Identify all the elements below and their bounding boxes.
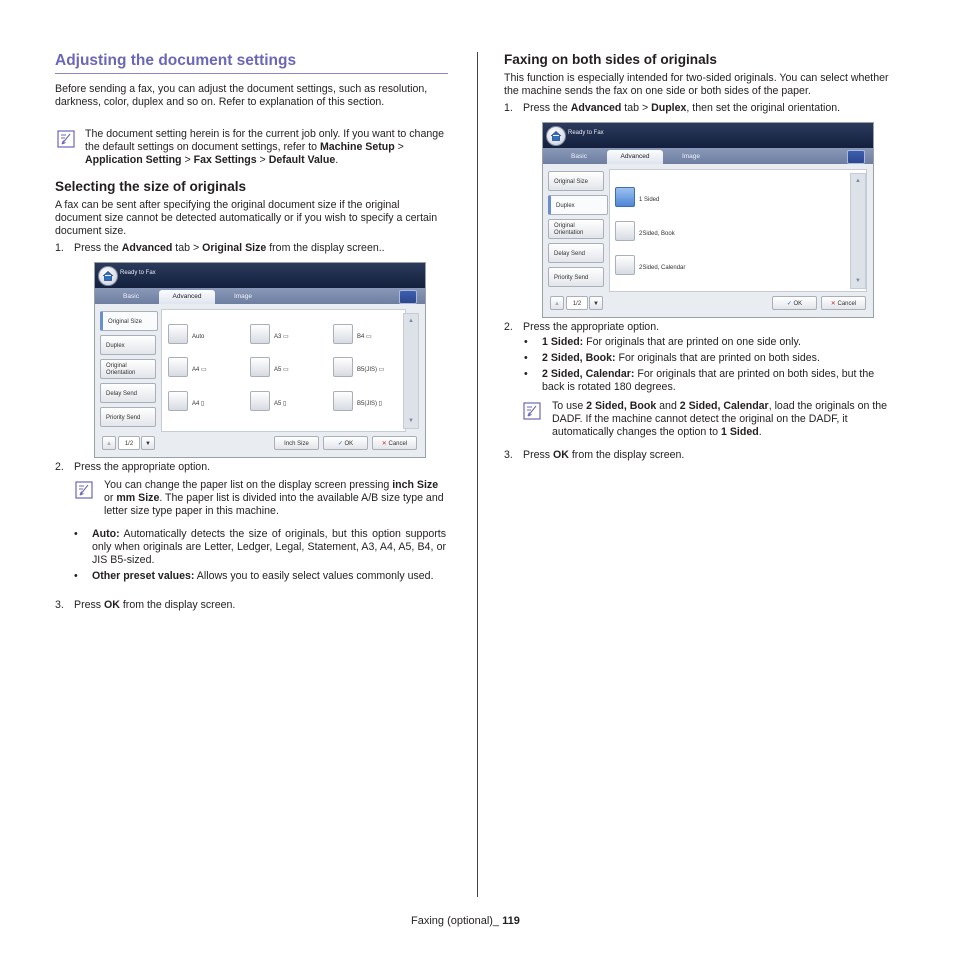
title-rule: [55, 73, 448, 74]
right-section-title: Faxing on both sides of originals: [504, 52, 717, 67]
home-icon: [550, 130, 562, 142]
tab-advanced[interactable]: Advanced: [159, 290, 215, 304]
intro-paragraph: Before sending a fax, you can adjust the document settings, such as resolution, darkness, color, duplex and so on. Refer to explanation of this section.: [55, 83, 428, 109]
page-up-button[interactable]: ▲: [102, 436, 116, 450]
note-default-settings: The document setting herein is for the current job only. If you want to change the default settings on document settings, refer to Machine Setup > Application Setting > Fax Settings > Default Value.: [85, 128, 445, 167]
subsection-title: Selecting the size of originals: [55, 179, 247, 194]
right-step-2: 2. Press the appropriate option.: [504, 321, 660, 333]
page-indicator: 1/2: [118, 436, 140, 450]
step-1: 1. Press the Advanced tab > Original Size from the display screen..: [55, 242, 385, 254]
ok-label: OK: [344, 441, 354, 447]
page-down-button[interactable]: ▼: [141, 436, 155, 450]
note-icon: [57, 130, 75, 148]
ok-label: OK: [793, 301, 803, 307]
status-text: Ready to Fax: [120, 270, 156, 276]
subsection-intro: A fax can be sent after specifying the original document size if the original document size cannot be detected automatically or if you wish to specify a certain document size.: [55, 199, 438, 238]
note-paper-list: You can change the paper list on the display screen pressing inch Size or mm Size. The paper list is divided into the available A/B size type and letter size type paper in this machine.: [104, 479, 444, 518]
scroll-up-icon[interactable]: ▲: [408, 318, 414, 324]
option-label: B4 ▭: [357, 334, 372, 340]
bullet-2-sided-calendar: • 2 Sided, Calendar: For originals that are printed on both sides, but the back is rotated 180 degrees.: [542, 368, 897, 394]
option-label: B5(JIS) ▭: [357, 367, 385, 373]
scrollbar[interactable]: [850, 173, 866, 289]
option-b5-landscape[interactable]: [333, 357, 353, 377]
side-original-orientation[interactable]: Original Orientation: [548, 219, 604, 239]
option-label: 2Sided, Book: [639, 231, 675, 237]
option-label: Auto: [192, 334, 205, 340]
side-priority-send[interactable]: Priority Send: [100, 407, 156, 427]
option-label: A3 ▭: [274, 334, 289, 340]
screen-body: [543, 164, 873, 317]
inch-size-button[interactable]: Inch Size: [274, 436, 319, 450]
option-a4-portrait[interactable]: [168, 391, 188, 411]
screenshot-original-size: [94, 262, 426, 458]
tab-bar: [543, 148, 873, 164]
side-original-orientation[interactable]: Original Orientation: [100, 359, 156, 379]
side-duplex[interactable]: Duplex: [548, 195, 608, 215]
option-auto[interactable]: [168, 324, 188, 344]
side-duplex[interactable]: Duplex: [100, 335, 156, 355]
tab-basic[interactable]: Basic: [123, 293, 139, 300]
option-a5-landscape[interactable]: [250, 357, 270, 377]
scroll-down-icon[interactable]: ▼: [408, 418, 414, 424]
option-label: A4 ▯: [192, 401, 205, 407]
job-icon[interactable]: [399, 290, 417, 304]
side-priority-send[interactable]: Priority Send: [548, 267, 604, 287]
right-step-3: 3. Press OK from the display screen.: [504, 449, 685, 461]
bullet-2-sided-book: • 2 Sided, Book: For originals that are printed on both sides.: [542, 352, 897, 365]
option-b4[interactable]: [333, 324, 353, 344]
right-step-1: 1. Press the Advanced tab > Duplex, then set the original orientation.: [504, 102, 841, 114]
section-title: Adjusting the document settings: [55, 52, 297, 69]
side-original-size[interactable]: Original Size: [100, 311, 158, 331]
check-icon: ✓: [786, 301, 792, 307]
status-bar: [543, 123, 873, 148]
option-a3[interactable]: [250, 324, 270, 344]
ok-button[interactable]: [772, 296, 817, 310]
option-2-sided-book[interactable]: [615, 221, 635, 241]
option-b5-portrait[interactable]: [333, 391, 353, 411]
home-button[interactable]: [546, 126, 566, 146]
side-original-size[interactable]: Original Size: [548, 171, 604, 191]
option-label: 1 Sided: [639, 197, 660, 203]
tab-bar: [95, 288, 425, 304]
note-icon: [75, 481, 93, 499]
tab-advanced[interactable]: Advanced: [607, 150, 663, 164]
scrollbar[interactable]: [403, 313, 419, 429]
option-2-sided-calendar[interactable]: [615, 255, 635, 275]
options-panel: [609, 169, 867, 292]
scroll-up-icon[interactable]: ▲: [855, 178, 861, 184]
x-icon: ✕: [830, 301, 836, 307]
screenshot-duplex: [542, 122, 874, 318]
page-down-button[interactable]: ▼: [589, 296, 603, 310]
bullet-1-sided: • 1 Sided: For originals that are printed on one side only.: [542, 336, 897, 349]
right-intro: This function is especially intended for two-sided originals. You can select whether the machine sends the fax on one side or both sides of the paper.: [504, 72, 889, 98]
scroll-down-icon[interactable]: ▼: [855, 278, 861, 284]
cancel-button[interactable]: [821, 296, 866, 310]
footer-chapter: Faxing (optional)_: [411, 915, 503, 927]
page-up-button[interactable]: ▲: [550, 296, 564, 310]
tab-image[interactable]: Image: [681, 153, 701, 160]
bullet-preset: • Other preset values: Allows you to easily select values commonly used.: [92, 570, 446, 583]
note-dadf: To use 2 Sided, Book and 2 Sided, Calendar, load the originals on the DADF. If the machine cannot detect the original on the DADF, it automatically changes the option to 1 Sided.: [552, 400, 888, 439]
side-delay-send[interactable]: Delay Send: [100, 383, 156, 403]
column-divider: [477, 52, 478, 897]
note-icon: [523, 402, 541, 420]
home-icon: [102, 270, 114, 282]
page-footer: [411, 915, 520, 928]
cancel-label: Cancel: [388, 441, 408, 447]
status-text: Ready to Fax: [568, 130, 604, 136]
option-a4-landscape[interactable]: [168, 357, 188, 377]
ok-button[interactable]: [323, 436, 368, 450]
option-label: A5 ▭: [274, 367, 289, 373]
step-3: 3. Press OK from the display screen.: [55, 599, 236, 611]
cancel-label: Cancel: [837, 301, 857, 307]
option-a5-portrait[interactable]: [250, 391, 270, 411]
options-panel: [161, 309, 414, 432]
bullet-auto: • Auto: Automatically detects the size of originals, but this option supports only when originals are Letter, Ledger, Legal, Statement, A3, A4, A5, B4, or JIS B5-sized.: [92, 528, 446, 568]
step-2: 2. Press the appropriate option.: [55, 461, 211, 473]
option-label: A5 ▯: [274, 401, 287, 407]
option-label: A4 ▭: [192, 367, 207, 373]
tab-image[interactable]: Image: [233, 293, 253, 300]
x-icon: ✕: [381, 441, 387, 447]
page-number: 119: [502, 915, 520, 927]
job-icon[interactable]: [847, 150, 865, 164]
side-delay-send[interactable]: Delay Send: [548, 243, 604, 263]
tab-basic[interactable]: Basic: [571, 153, 587, 160]
check-icon: ✓: [337, 441, 343, 447]
option-label: 2Sided, Calendar: [639, 265, 686, 271]
status-bar: [95, 263, 425, 288]
screen-body: [95, 304, 425, 457]
option-label: B5(JIS) ▯: [357, 401, 382, 407]
cancel-button[interactable]: [372, 436, 417, 450]
page-indicator: 1/2: [566, 296, 588, 310]
option-1-sided[interactable]: [615, 187, 635, 207]
home-button[interactable]: [98, 266, 118, 286]
